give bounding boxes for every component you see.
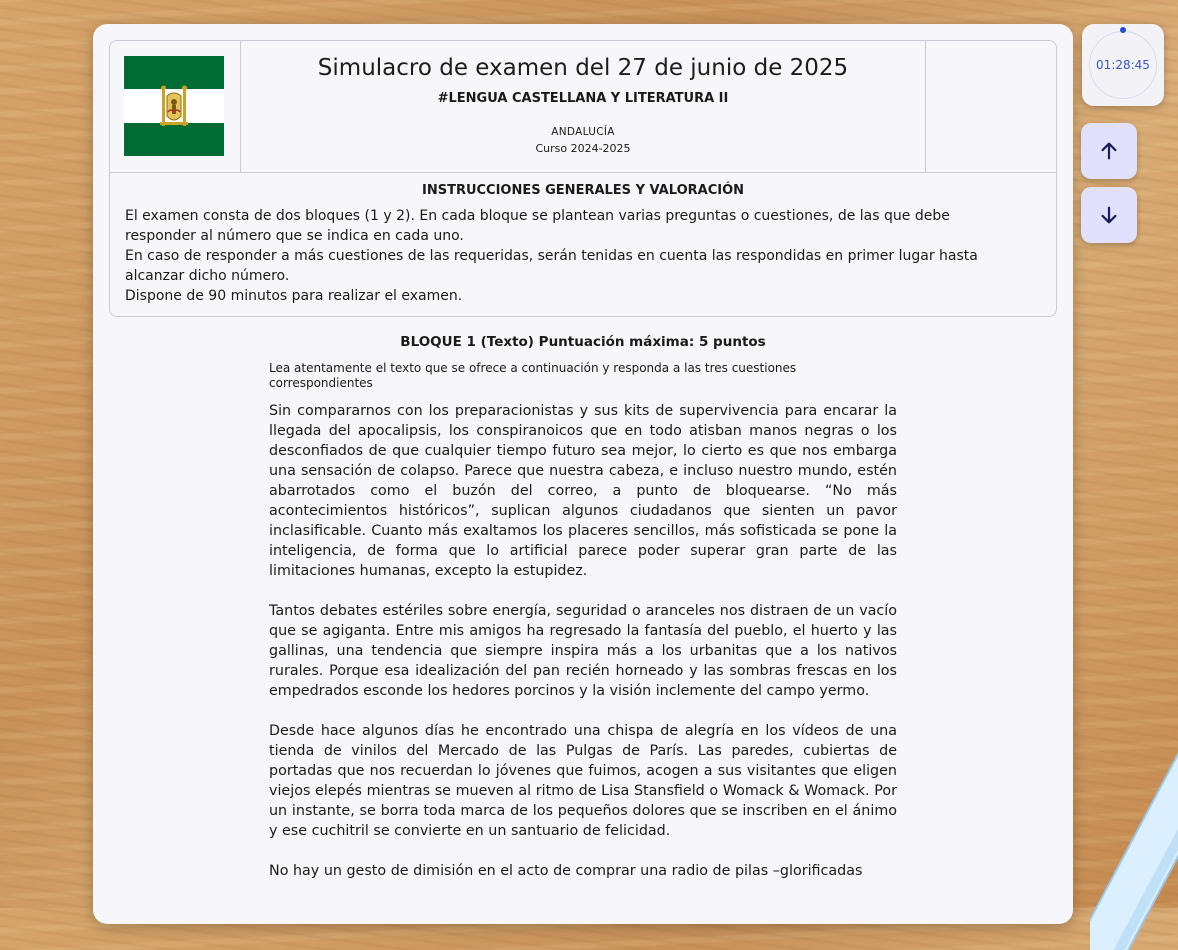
scroll-up-button[interactable] (1081, 123, 1137, 179)
timer-value: 01:28:45 (1096, 58, 1150, 72)
exam-title: Simulacro de examen del 27 de junio de 2025 (317, 55, 849, 81)
instruction-line: El examen consta de dos bloques (1 y 2). En cada bloque se plantean varias preguntas o cuestiones, de las que debe responder al número que se indica en cada uno. (125, 208, 950, 244)
instructions-section (110, 173, 1056, 306)
exam-course: Curso 2024-2025 (535, 142, 631, 155)
header-row (110, 41, 1056, 173)
text-paragraph: Tantos debates estériles sobre energía, seguridad o aranceles nos distraen de un vacío que se agiganta. Entre mis amigos ha regresado la fantasía del pueblo, el huerto y las gallinas, una tendencia que siempre inspira más a los urbanitas que a los nativos rurales. Porque esa idealización del pan recién horneado y las sombras frescas en los empedrados esconde los hedores porcinos y la visión inclemente del campo yermo. (269, 603, 897, 699)
instruction-line: En caso de responder a más cuestiones de las requeridas, serán tenidas en cuenta las respondidas en primer lugar hasta alcanzar dicho número. (125, 248, 978, 284)
text-paragraph: Sin compararnos con los preparacionistas y sus kits de supervivencia para encarar la llegada del apocalipsis, los conspiranoicos que en todo atisban manos negras o los desconfiados de que cualquier tiempo futuro sea mejor, lo cierto es que nos embarga una sensación de colapso. Parece que nuestra cabeza, e incluso nuestro mundo, estén abarrotados como el buzón del correo, a punto de bloquearse. “No más acontecimientos históricos”, suplican algunos ciudadanos que sienten un pavor inclasificable. Cuanto más exaltamos los placeres sencillos, más sofisticada se pone la inteligencia, de forma que lo artificial parece poder superar gran parte de las limitaciones humanas, excepto la estupidez. (269, 403, 897, 579)
title-cell (241, 41, 925, 172)
countdown-timer (1082, 24, 1164, 106)
exam-region: ANDALUCÍA (551, 126, 615, 138)
pen-decoration-icon (1090, 690, 1178, 950)
text-paragraph: Desde hace algunos días he encontrado una chispa de alegría en los vídeos de una tienda de vinilos del Mercado de las Pulgas de París. Las paredes, cubiertas de portadas que nos recuerdan lo jóvenes que fuimos, acogen a sus visitantes que eligen viejos elepés mientras se mueven al ritmo de Lisa Stansfield o Womack & Womack. Por un instante, se borra toda marca de los pequeños dolores que se inscriben en el ánimo y ese cuchitril se convierte en un santuario de felicidad. (269, 723, 897, 839)
blank-cell (925, 41, 1057, 172)
andalusia-flag-icon (124, 56, 224, 156)
bloque1-title: BLOQUE 1 (Texto) Puntuación máxima: 5 puntos (400, 334, 766, 350)
text-paragraph: No hay un gesto de dimisión en el acto de comprar una radio de pilas –glorificadas (269, 863, 863, 879)
exam-subject: #LENGUA CASTELLANA Y LITERATURA II (437, 91, 729, 106)
reading-text (269, 401, 897, 901)
bloque1-intro: Lea atentamente el texto que se ofrece a continuación y responda a las tres cuestiones correspondientes (269, 361, 797, 390)
coat-of-arms-icon (158, 82, 190, 130)
exam-header (109, 40, 1057, 317)
logo-cell (110, 41, 241, 172)
instruction-line: Dispone de 90 minutos para realizar el examen. (125, 288, 463, 304)
timer-progress-dot (1120, 27, 1126, 33)
arrow-up-icon (1098, 140, 1120, 162)
instructions-title: INSTRUCCIONES GENERALES Y VALORACIÓN (422, 183, 744, 198)
arrow-down-icon (1098, 204, 1120, 226)
scroll-down-button[interactable] (1081, 187, 1137, 243)
exam-sheet (93, 24, 1073, 924)
